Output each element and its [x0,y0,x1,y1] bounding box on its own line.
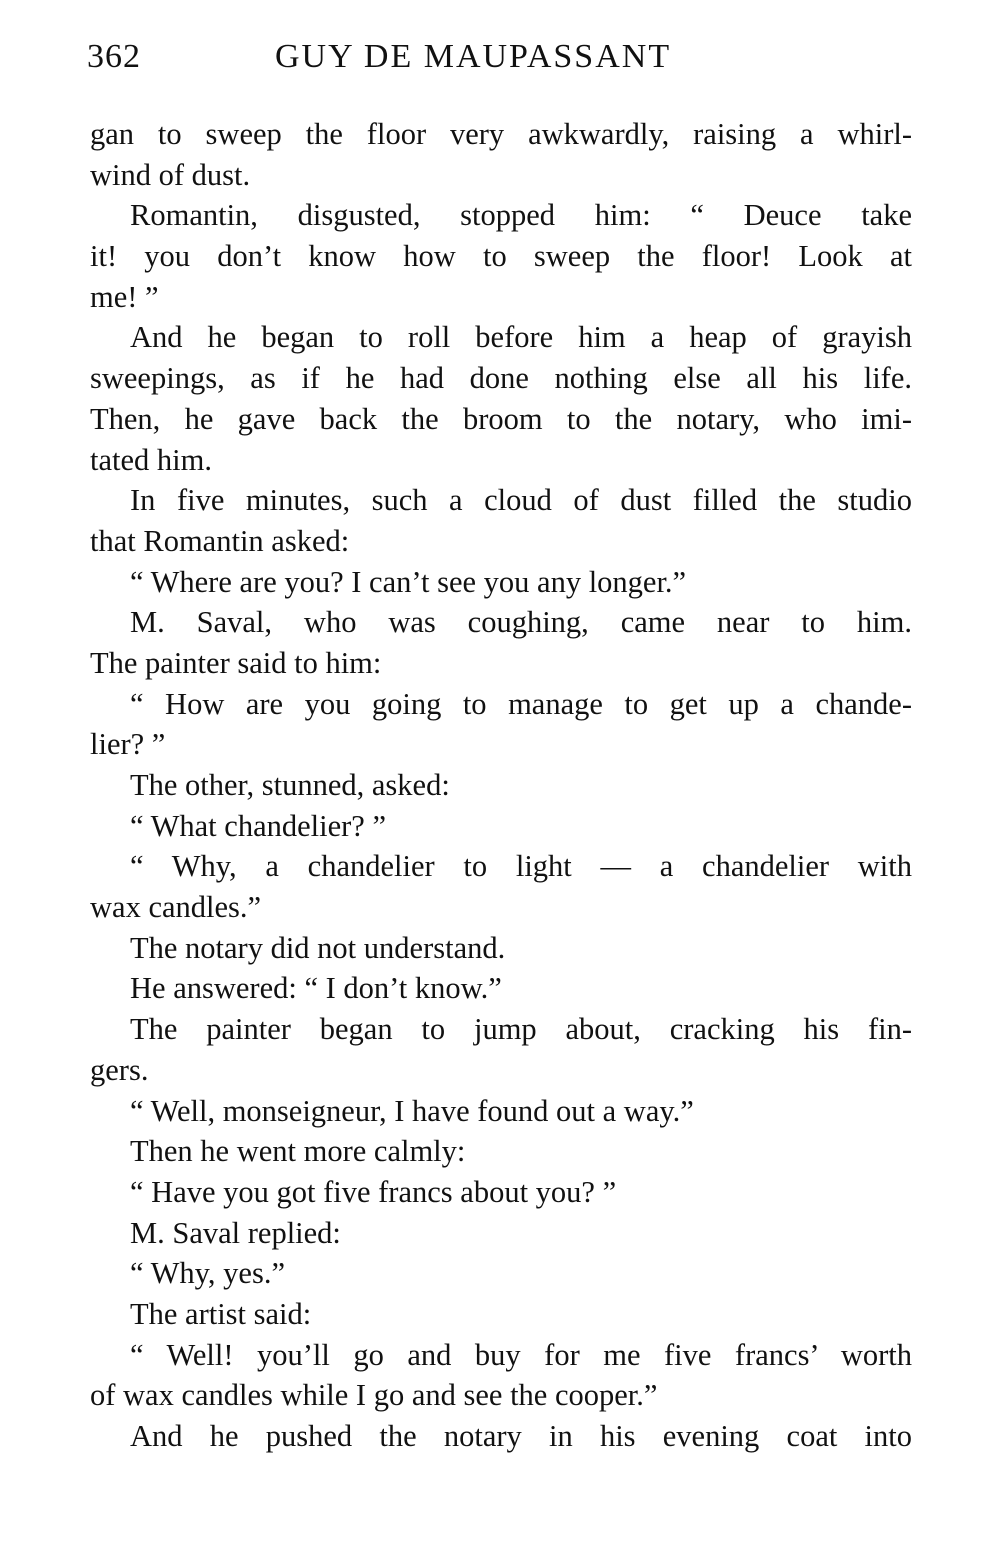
text-line: And he pushed the notary in his evening coat into [130,1419,912,1453]
text-line: The artist said: [130,1296,312,1331]
text-line: “ Have you got five francs about you? ” [130,1174,617,1209]
text-line: M. Saval replied: [130,1215,341,1250]
text-line: “ How are you going to manage to get up a chande- [130,686,912,721]
text-line: gers. [90,1052,149,1087]
text-line: “ Why, a chandelier to light — a chandelier with [130,849,912,884]
text-line: tated him. [90,442,212,477]
page-number: 362 [87,38,141,75]
body-text [90,114,912,1457]
text-line: gan to sweep the floor very awkwardly, raising a whirl- [90,117,912,151]
text-line: that Romantin asked: [90,523,350,558]
text-line: “ Where are you? I can’t see you any longer.” [130,564,687,599]
text-line: The painter began to jump about, cracking his fin- [130,1012,912,1047]
text-line: “ Well, monseigneur, I have found out a way.” [130,1093,694,1128]
text-line: He answered: “ I don’t know.” [130,971,502,1006]
text-line: it! you don’t know how to sweep the floor! Look at [90,239,912,274]
running-title: GUY DE MAUPASSANT [275,38,672,75]
text-line: Romantin, disgusted, stopped him: “ Deuce take [130,198,912,233]
running-head [87,38,910,88]
text-line: “ Why, yes.” [130,1256,285,1291]
text-line: And he began to roll before him a heap of grayish [130,320,912,355]
text-line: lier? ” [90,727,166,762]
text-line: of wax candles while I go and see the cooper.” [90,1378,658,1413]
text-line: M. Saval, who was coughing, came near to him. [130,605,912,640]
text-line: sweepings, as if he had done nothing else all his life. [90,361,912,396]
text-line: wind of dust. [90,157,251,192]
text-line: wax candles.” [90,890,262,925]
text-line: “ What chandelier? ” [130,808,386,843]
text-line: In five minutes, such a cloud of dust filled the studio [130,483,912,518]
text-line: Then, he gave back the broom to the notary, who imi- [90,401,912,436]
text-line: “ Well! you’ll go and buy for me five francs’ worth [130,1337,912,1372]
text-line: The notary did not understand. [130,930,506,965]
text-line: The other, stunned, asked: [130,768,450,802]
text-line: me! ” [90,279,159,314]
text-line: The painter said to him: [90,645,382,680]
text-line: Then he went more calmly: [130,1134,466,1169]
